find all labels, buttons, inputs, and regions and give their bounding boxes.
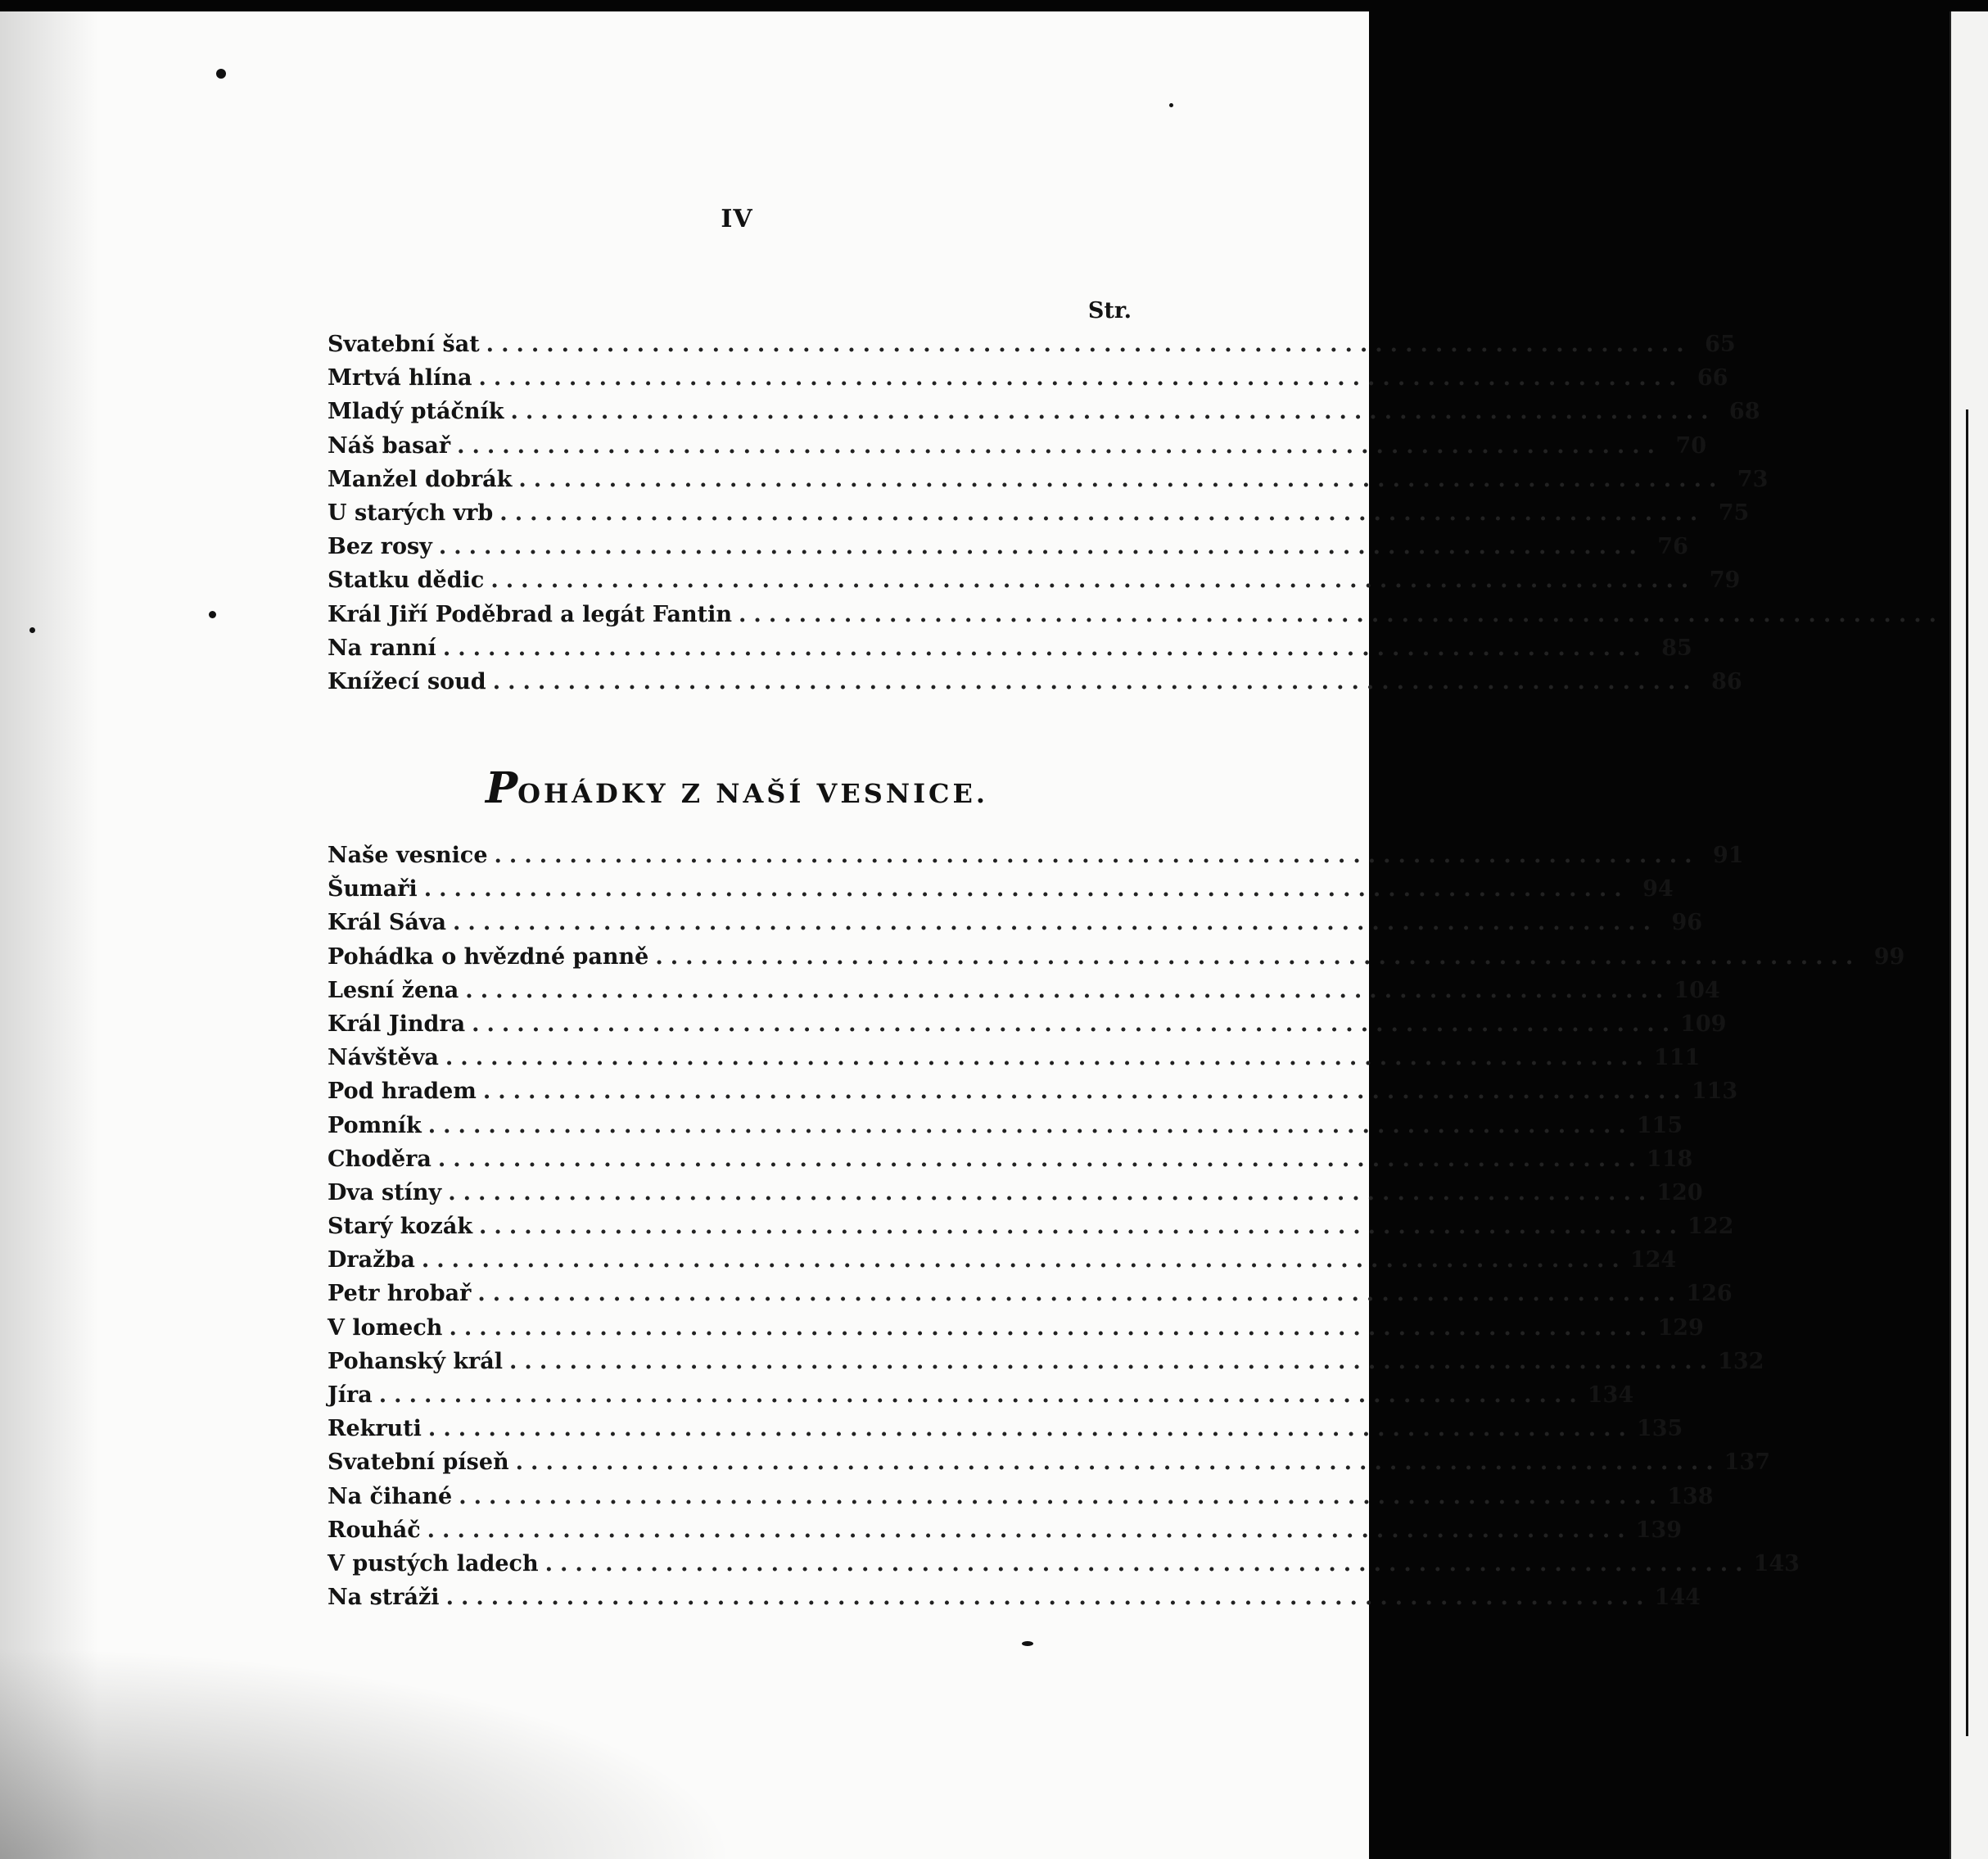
toc-entry [328,361,1728,395]
toc-part-1 [328,295,1945,699]
toc-entry-page: 68 [1728,399,1760,425]
toc-dot-leader: ................................................................................ [739,601,1945,627]
toc-entry-page: 79 [1709,568,1741,594]
toc-dot-leader: ................................................................................ [655,943,1861,970]
toc-dot-leader: ................................................................................ [490,568,1697,594]
toc-entry-title: Král Sáva [328,910,447,936]
toc-entry-page: 96 [1671,910,1703,936]
toc-entry [328,1277,1733,1310]
toc-entry [328,1378,1634,1412]
toc-entry-title: Náš basař [328,432,451,459]
toc-entry-page: 94 [1642,876,1674,902]
toc-dot-leader: ................................................................................ [438,534,1644,560]
toc-dot-leader: ................................................................................ [479,1214,1685,1240]
toc-entry-page: 111 [1653,1045,1701,1071]
toc-entry [328,872,1674,906]
toc-entry [328,906,1703,939]
toc-entry-title: Na stráži [328,1585,440,1611]
toc-entry [328,429,1707,463]
toc-entry-title: Pod hradem [328,1079,477,1105]
toc-entry-page: 115 [1636,1112,1683,1138]
toc-entry-page: 75 [1718,500,1750,526]
toc-entry-page: 76 [1657,534,1688,560]
toc-dot-leader: ................................................................................ [427,1517,1633,1543]
toc-entry [328,1243,1677,1277]
ink-speck [1022,1641,1033,1646]
toc-entry [328,1109,1683,1142]
toc-entry [328,328,1736,361]
toc-entry-page: 104 [1674,977,1720,1003]
toc-entry [328,1513,1683,1547]
toc-entry-page: 99 [1873,943,1905,970]
ink-speck [209,611,216,618]
toc-dot-leader: ................................................................................ [515,1450,1721,1476]
toc-dot-leader: ................................................................................ [423,876,1629,902]
toc-entry-title: Král Jindra [328,1011,466,1037]
toc-entry [328,1480,1714,1513]
toc-entry-title: Choděra [328,1146,431,1172]
toc-dot-leader: ................................................................................ [486,332,1692,357]
toc-entry-title: Dva stíny [328,1179,442,1205]
binding-rule [1966,409,1968,1736]
toc-dot-leader: ................................................................................ [445,1585,1651,1611]
toc-dot-leader: ................................................................................ [494,843,1700,868]
toc-entry-title: Pomník [328,1112,422,1138]
toc-entry-page: 86 [1711,668,1742,694]
toc-entry [328,1041,1701,1074]
toc-entry-title: Šumaři [328,876,418,902]
toc-entry-title: Knížecí soud [328,668,486,694]
toc-entry [328,463,1769,496]
toc-dot-leader: ................................................................................ [518,466,1724,492]
toc-entry-title: Rekruti [328,1416,422,1442]
toc-dot-leader: ................................................................................ [427,1112,1633,1138]
toc-entry [328,1311,1704,1345]
toc-entry-page: 122 [1688,1214,1734,1240]
toc-dot-leader: ................................................................................ [510,399,1716,425]
toc-entry [328,1074,1738,1108]
toc-entry [328,940,1905,974]
toc-entry-title: Petr hrobař [328,1281,472,1307]
toc-entry-page: 65 [1705,332,1736,357]
toc-entry-title: Král Jiří Poděbrad a legát Fantin [328,601,733,627]
toc-entry-page: 134 [1587,1382,1634,1408]
section-heading-text: OHÁDKY Z NAŠÍ VESNICE. [517,778,989,809]
toc-dot-leader: ................................................................................ [499,500,1706,526]
toc-entry-page: 85 [1661,635,1692,661]
toc-entry-page: 137 [1724,1450,1771,1476]
toc-entry [328,395,1760,428]
toc-entry [328,1412,1683,1445]
toc-entry [328,1581,1701,1614]
toc-entry-page: 120 [1656,1179,1703,1205]
toc-entry-page: 139 [1635,1517,1683,1543]
toc-entry-page: 138 [1667,1483,1714,1509]
toc-entry-title: Starý kozák [328,1214,473,1240]
toc-entry-page: 132 [1718,1348,1764,1374]
toc-dot-leader: ................................................................................ [449,1314,1655,1341]
toc-entry-page: 126 [1686,1281,1733,1307]
page-column-header: Str. [1087,298,1132,323]
toc-dot-leader: ................................................................................ [478,365,1684,391]
toc-dot-leader: ................................................................................ [477,1281,1683,1307]
toc-entry-title: Jíra [328,1382,373,1408]
toc-entry [328,496,1750,530]
toc-entry-page: 118 [1646,1146,1693,1172]
toc-entry-page: 109 [1680,1011,1727,1037]
toc-entry-title: Svatební píseň [328,1450,509,1476]
toc-list-2 [328,839,1905,1614]
toc-entry-page: 124 [1629,1247,1677,1273]
toc-entry-page: 135 [1636,1416,1683,1442]
toc-entry-title: V pustých ladech [328,1550,539,1576]
toc-entry-title: U starých vrb [328,500,494,526]
toc-dot-leader: ................................................................................ [482,1079,1688,1105]
toc-entry [328,1176,1703,1210]
toc-list-1 [328,328,1945,699]
section-heading-initial: P [485,763,518,813]
toc-entry-title: Mrtvá hlína [328,365,472,391]
toc-entry-page: 144 [1654,1585,1701,1611]
toc-dot-leader: ................................................................................ [509,1348,1715,1374]
section-heading [0,763,1474,813]
toc-entry [328,1210,1734,1243]
toc-dot-leader: ................................................................................ [427,1416,1633,1442]
toc-entry-title: Rouháč [328,1517,421,1543]
ink-speck [29,627,35,633]
toc-entry-title: Na ranní [328,635,436,661]
toc-entry [328,839,1744,872]
toc-dot-leader: ................................................................................ [448,1179,1654,1205]
toc-entry [328,1007,1727,1041]
toc-entry [328,530,1688,563]
toc-entry-page: 73 [1737,466,1769,492]
book-page [0,11,1945,1859]
toc-entry-title: Lesní žena [328,977,459,1003]
toc-dot-leader: ................................................................................ [442,635,1648,661]
toc-dot-leader: ................................................................................ [472,1011,1678,1037]
toc-entry-title: Pohanský král [328,1348,504,1374]
toc-entry-title: Dražba [328,1247,415,1273]
toc-entry [328,631,1692,665]
page-number: IV [721,205,753,233]
toc-entry [328,1142,1693,1176]
toc-entry [328,1345,1764,1378]
toc-dot-leader: ................................................................................ [421,1247,1627,1273]
toc-dot-leader: ................................................................................ [445,1045,1651,1071]
toc-entry-title: Na čihané [328,1483,453,1509]
page-shadow-left [0,11,98,1859]
toc-entry-page: 113 [1691,1079,1738,1105]
ink-speck [1169,103,1173,107]
toc-dot-leader: ................................................................................ [437,1146,1643,1172]
toc-entry-title: Manžel dobrák [328,466,513,492]
toc-dot-leader: ................................................................................ [453,910,1659,936]
toc-entry-page: 70 [1675,432,1707,459]
toc-entry [328,563,1741,597]
toc-entry-page: 129 [1657,1314,1704,1341]
toc-entry-title: Statku dědic [328,568,485,594]
toc-dot-leader: ................................................................................ [459,1483,1665,1509]
toc-entry-page: 143 [1753,1550,1800,1576]
toc-entry-title: Pohádka o hvězdné panně [328,943,649,970]
toc-dot-leader: ................................................................................ [457,432,1663,459]
toc-dot-leader: ................................................................................ [378,1382,1584,1408]
toc-entry [328,1547,1800,1581]
toc-entry-page: 91 [1712,843,1744,868]
toc-dot-leader: ................................................................................ [465,977,1671,1003]
toc-dot-leader: ................................................................................ [544,1550,1751,1576]
toc-entry-page: 66 [1697,365,1728,391]
toc-dot-leader: ................................................................................ [492,668,1698,694]
toc-entry-title: V lomech [328,1314,443,1341]
toc-entry-title: Návštěva [328,1045,439,1071]
toc-entry-title: Naše vesnice [328,843,488,868]
toc-entry [328,974,1720,1007]
adjacent-page-edge [1950,11,1988,1859]
toc-entry [328,598,1945,631]
toc-part-2 [328,839,1905,1614]
ink-speck [216,69,226,79]
toc-entry-title: Bez rosy [328,534,432,560]
page-stain-bottom [0,1646,737,1859]
toc-entry-title: Mladý ptáčník [328,399,504,425]
toc-entry-title: Svatební šat [328,332,480,357]
toc-entry [328,665,1742,699]
toc-entry [328,1445,1771,1479]
